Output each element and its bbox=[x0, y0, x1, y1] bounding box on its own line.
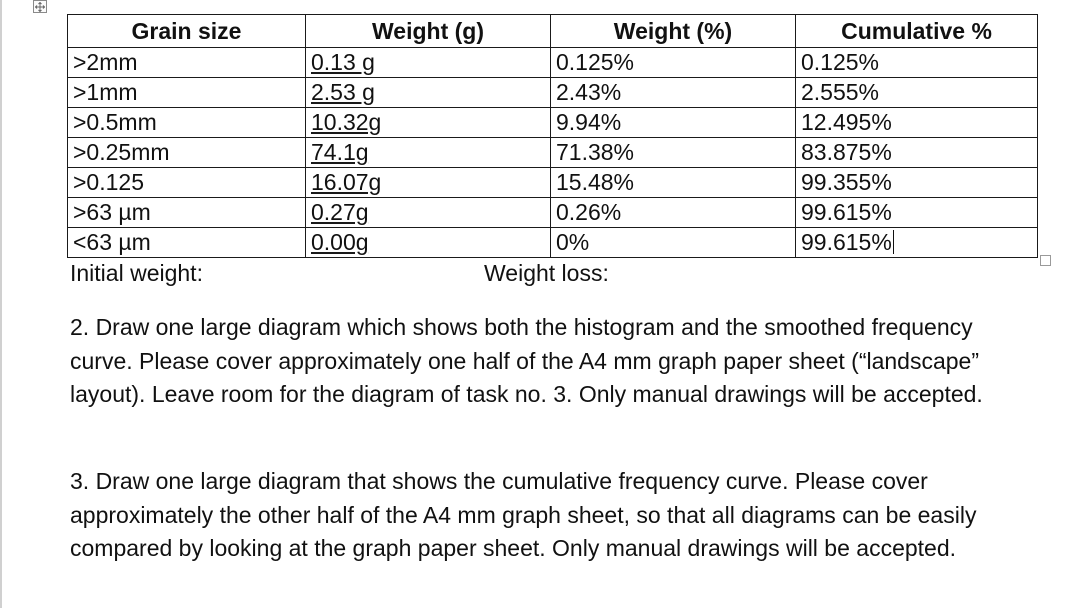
cell-grain-size[interactable]: >0.125 bbox=[68, 168, 306, 198]
cell-grain-size[interactable]: <63 µm bbox=[68, 228, 306, 258]
task-2-paragraph: 2. Draw one large diagram which shows both the histogram and the smoothed frequency curve. Please cover approximately one half of the A4 mm graph paper sheet (“landscape” layout). Leave room for the diagram of task no. 3. Only manual drawings will be accepted. bbox=[70, 314, 983, 407]
table-header-row bbox=[68, 15, 1038, 48]
cell-weight-percent[interactable]: 0.26% bbox=[551, 198, 796, 228]
cell-weight-g[interactable] bbox=[306, 138, 551, 168]
cell-grain-size[interactable]: >1mm bbox=[68, 78, 306, 108]
cell-weight-g[interactable] bbox=[306, 108, 551, 138]
table-row bbox=[68, 168, 1038, 198]
cell-weight-percent[interactable]: 2.43% bbox=[551, 78, 796, 108]
cell-weight-percent[interactable]: 15.48% bbox=[551, 168, 796, 198]
table-resize-handle-icon[interactable] bbox=[1040, 255, 1051, 266]
cell-cumulative-percent-text: 99.615% bbox=[801, 229, 892, 255]
cell-cumulative-percent[interactable]: 12.495% bbox=[796, 108, 1038, 138]
header-cumulative-percent[interactable]: Cumulative % bbox=[796, 15, 1038, 48]
cell-grain-size[interactable]: >63 µm bbox=[68, 198, 306, 228]
cell-weight-g[interactable] bbox=[306, 48, 551, 78]
cell-cumulative-percent[interactable] bbox=[796, 228, 1038, 258]
cell-weight-g-text: 0.13 g bbox=[311, 49, 375, 75]
cell-cumulative-percent[interactable]: 0.125% bbox=[796, 48, 1038, 78]
table-move-handle-icon[interactable] bbox=[33, 0, 47, 13]
cell-grain-size[interactable]: >0.25mm bbox=[68, 138, 306, 168]
cell-weight-g[interactable] bbox=[306, 78, 551, 108]
cell-cumulative-percent[interactable]: 99.355% bbox=[796, 168, 1038, 198]
cell-weight-g-text: 0.27g bbox=[311, 199, 369, 225]
table-row bbox=[68, 198, 1038, 228]
cell-weight-g[interactable] bbox=[306, 198, 551, 228]
cell-weight-percent[interactable]: 0% bbox=[551, 228, 796, 258]
weight-loss-label: Weight loss: bbox=[484, 260, 609, 286]
table-row bbox=[68, 108, 1038, 138]
cell-weight-g-text: 0.00g bbox=[311, 229, 369, 255]
cell-weight-percent[interactable]: 0.125% bbox=[551, 48, 796, 78]
table-row bbox=[68, 48, 1038, 78]
header-weight-percent[interactable]: Weight (%) bbox=[551, 15, 796, 48]
text-cursor bbox=[893, 230, 894, 254]
move-cross-icon bbox=[35, 2, 45, 12]
cell-grain-size[interactable]: >2mm bbox=[68, 48, 306, 78]
cell-weight-g-text: 16.07g bbox=[311, 169, 382, 195]
cell-grain-size[interactable]: >0.5mm bbox=[68, 108, 306, 138]
grain-size-table[interactable] bbox=[67, 14, 1038, 258]
cell-weight-g[interactable] bbox=[306, 168, 551, 198]
cell-weight-g-text: 2.53 g bbox=[311, 79, 375, 105]
initial-weight-label: Initial weight: bbox=[70, 260, 203, 286]
cell-weight-percent[interactable]: 71.38% bbox=[551, 138, 796, 168]
cell-cumulative-percent[interactable]: 2.555% bbox=[796, 78, 1038, 108]
cell-weight-g[interactable] bbox=[306, 228, 551, 258]
cell-weight-g-text: 74.1g bbox=[311, 139, 369, 165]
task-3-paragraph: 3. Draw one large diagram that shows the cumulative frequency curve. Please cover approximately the other half of the A4 mm graph sheet, so that all diagrams can be easily compared by looking at the graph paper sheet. Only manual drawings will be accepted. bbox=[70, 468, 977, 561]
table-row bbox=[68, 138, 1038, 168]
cell-cumulative-percent[interactable]: 83.875% bbox=[796, 138, 1038, 168]
header-weight-g[interactable]: Weight (g) bbox=[306, 15, 551, 48]
cell-weight-g-text: 10.32g bbox=[311, 109, 382, 135]
header-grain-size[interactable]: Grain size bbox=[68, 15, 306, 48]
cell-cumulative-percent[interactable]: 99.615% bbox=[796, 198, 1038, 228]
table-row bbox=[68, 78, 1038, 108]
page-edge bbox=[0, 0, 2, 608]
cell-weight-percent[interactable]: 9.94% bbox=[551, 108, 796, 138]
table-row bbox=[68, 228, 1038, 258]
